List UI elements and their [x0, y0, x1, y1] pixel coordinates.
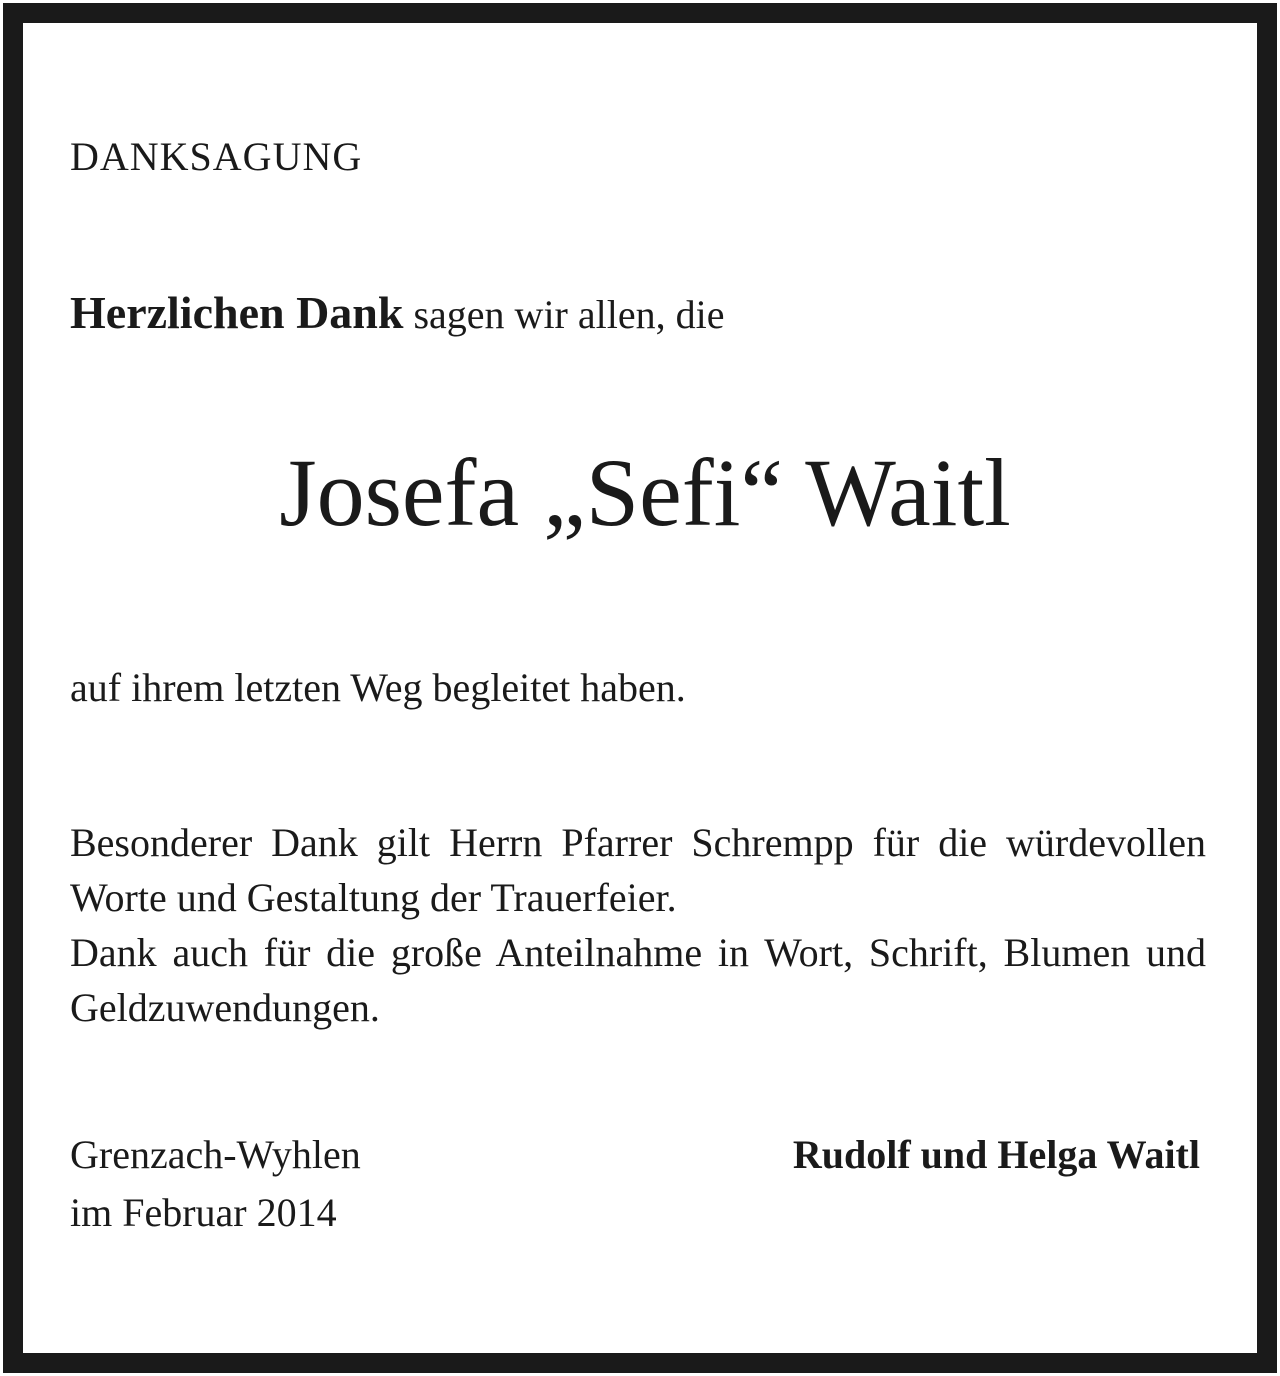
place: Grenzach-Wyhlen — [70, 1132, 361, 1177]
signers: Rudolf und Helga Waitl — [792, 1132, 1200, 1177]
intro-bold: Herzlichen Dank — [70, 287, 404, 338]
thanks-paragraph-1: Besonderer Dank gilt Herrn Pfarrer Schrempp für die würdevollen Worte und Gestaltung der Trauerfeier. — [70, 820, 1206, 920]
deceased-name: Josefa „Sefi“ Waitl — [279, 439, 1011, 546]
thanks-body — [70, 815, 1206, 1035]
thanks-paragraph-2: Dank auch für die große Anteilnahme in Wort, Schrift, Blumen und Geldzuwendungen. — [70, 930, 1206, 1030]
intro-line — [70, 287, 725, 338]
date: im Februar 2014 — [70, 1190, 337, 1235]
notice-heading: DANKSAGUNG — [70, 134, 363, 179]
after-name-line: auf ihrem letzten Weg begleitet haben. — [70, 665, 686, 710]
intro-rest: sagen wir allen, die — [403, 292, 725, 337]
